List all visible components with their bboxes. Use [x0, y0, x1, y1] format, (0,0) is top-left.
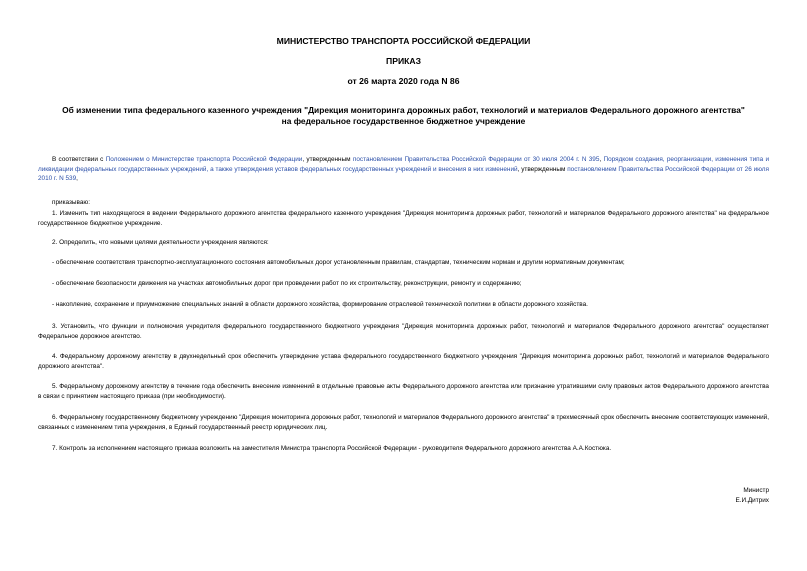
document-title-line-1: Об изменении типа федерального казенного учреждения "Дирекция мониторинга дорожных работ, технологий и материалов Федерального дорожного агентства": [62, 105, 745, 115]
paragraph-5: 5. Федеральному дорожному агентству в течение года обеспечить внесение изменений в отдельные правовые акты Федерального дорожного агентства или признание утратившими силу правовых актов Федерального дорожного агентства в связи с принятием настоящего приказа (при необходимости).: [38, 383, 769, 400]
preamble-text-3: ,: [599, 156, 604, 163]
document-title-line-2: на федеральное государственное бюджетное учреждение: [281, 116, 526, 126]
preamble-text-5: ,: [76, 175, 78, 183]
paragraph-7: 7. Контроль за исполнением настоящего приказа возложить на заместителя Министра транспорта Российской Федерации - руководителя Федерального дорожного агентства А.А.Костюка.: [52, 445, 612, 452]
ministry-heading: МИНИСТЕРСТВО ТРАНСПОРТА РОССИЙСКОЙ ФЕДЕРАЦИИ: [276, 36, 531, 46]
paragraph-4: 4. Федеральному дорожному агентству в двухнедельный срок обеспечить утверждение устава федерального государственного бюджетного учреждения "Дирекция мониторинга дорожных работ, технологий и материалов Федерального дорожного агентства".: [38, 353, 769, 370]
order-phrase: приказываю:: [52, 199, 90, 206]
paragraph-1: 1. Изменить тип находящегося в ведении Федерального дорожного агентства федерального казенного учреждения "Дирекция мониторинга дорожных работ, технологий и материалов Федерального дорожного агентства" на федеральное государственное бюджетное учреждение.: [38, 210, 769, 227]
preamble-text-2: , утвержденным: [302, 156, 353, 163]
paragraph-3: 3. Установить, что функции и полномочия учредителя федерального государственного бюджетного учреждения "Дирекция мониторинга дорожных работ, технологий и материалов Федерального дорожного агентства" осуществляет Федеральное дорожное агентство.: [38, 323, 769, 340]
preamble-text-4: , утвержденным: [517, 165, 568, 173]
link-procedure[interactable]: Порядком создания, реорганизации, изменения типа и ликвидации федеральных государственных учреждений, а также утверждения уставов федеральных государственных учреждений и внесения в них изменений: [38, 156, 770, 173]
preamble-paragraph: [38, 155, 769, 184]
bullet-1: - обеспечение соответствия транспортно-эксплуатационного состояния автомобильных дорог установленным правилам, стандартам, техническим нормам и другим нормативным документам;: [52, 259, 625, 266]
link-resolution-395[interactable]: постановлением Правительства Российской Федерации от 30 июля 2004 г. N 395: [352, 156, 600, 163]
bullet-3: - накопление, сохранение и приумножение специальных знаний в области дорожного хозяйства, формирование отраслевой технической политики в области дорожного хозяйства.: [52, 301, 588, 308]
paragraph-2: 2. Определить, что новыми целями деятельности учреждения являются:: [52, 239, 269, 246]
link-ministry-regulation[interactable]: Положением о Министерстве транспорта Российской Федерации: [105, 156, 303, 163]
bullet-2: - обеспечение безопасности движения на участках автомобильных дорог при проведении работ по их строительству, реконструкции, ремонту и содержанию;: [52, 280, 522, 287]
signature-name: Е.И.Дитрих: [735, 497, 769, 504]
link-resolution-539[interactable]: постановлением Правительства Российской Федерации от 26 июля 2010 г. N 539: [38, 165, 770, 183]
paragraph-6: 6. Федеральному государственному бюджетному учреждению "Дирекция мониторинга дорожных работ, технологий и материалов Федерального дорожного агентства" в трехмесячный срок обеспечить внесение соответствующих изменений, связанных с изменением типа учреждения, в Единый государственный реестр юридических лиц.: [38, 414, 769, 431]
signature-position: Министр: [743, 487, 769, 494]
document-date-number: от 26 марта 2020 года N 86: [347, 76, 460, 86]
document-type: ПРИКАЗ: [386, 56, 421, 66]
preamble-text-1: В соответствии с: [52, 156, 106, 163]
